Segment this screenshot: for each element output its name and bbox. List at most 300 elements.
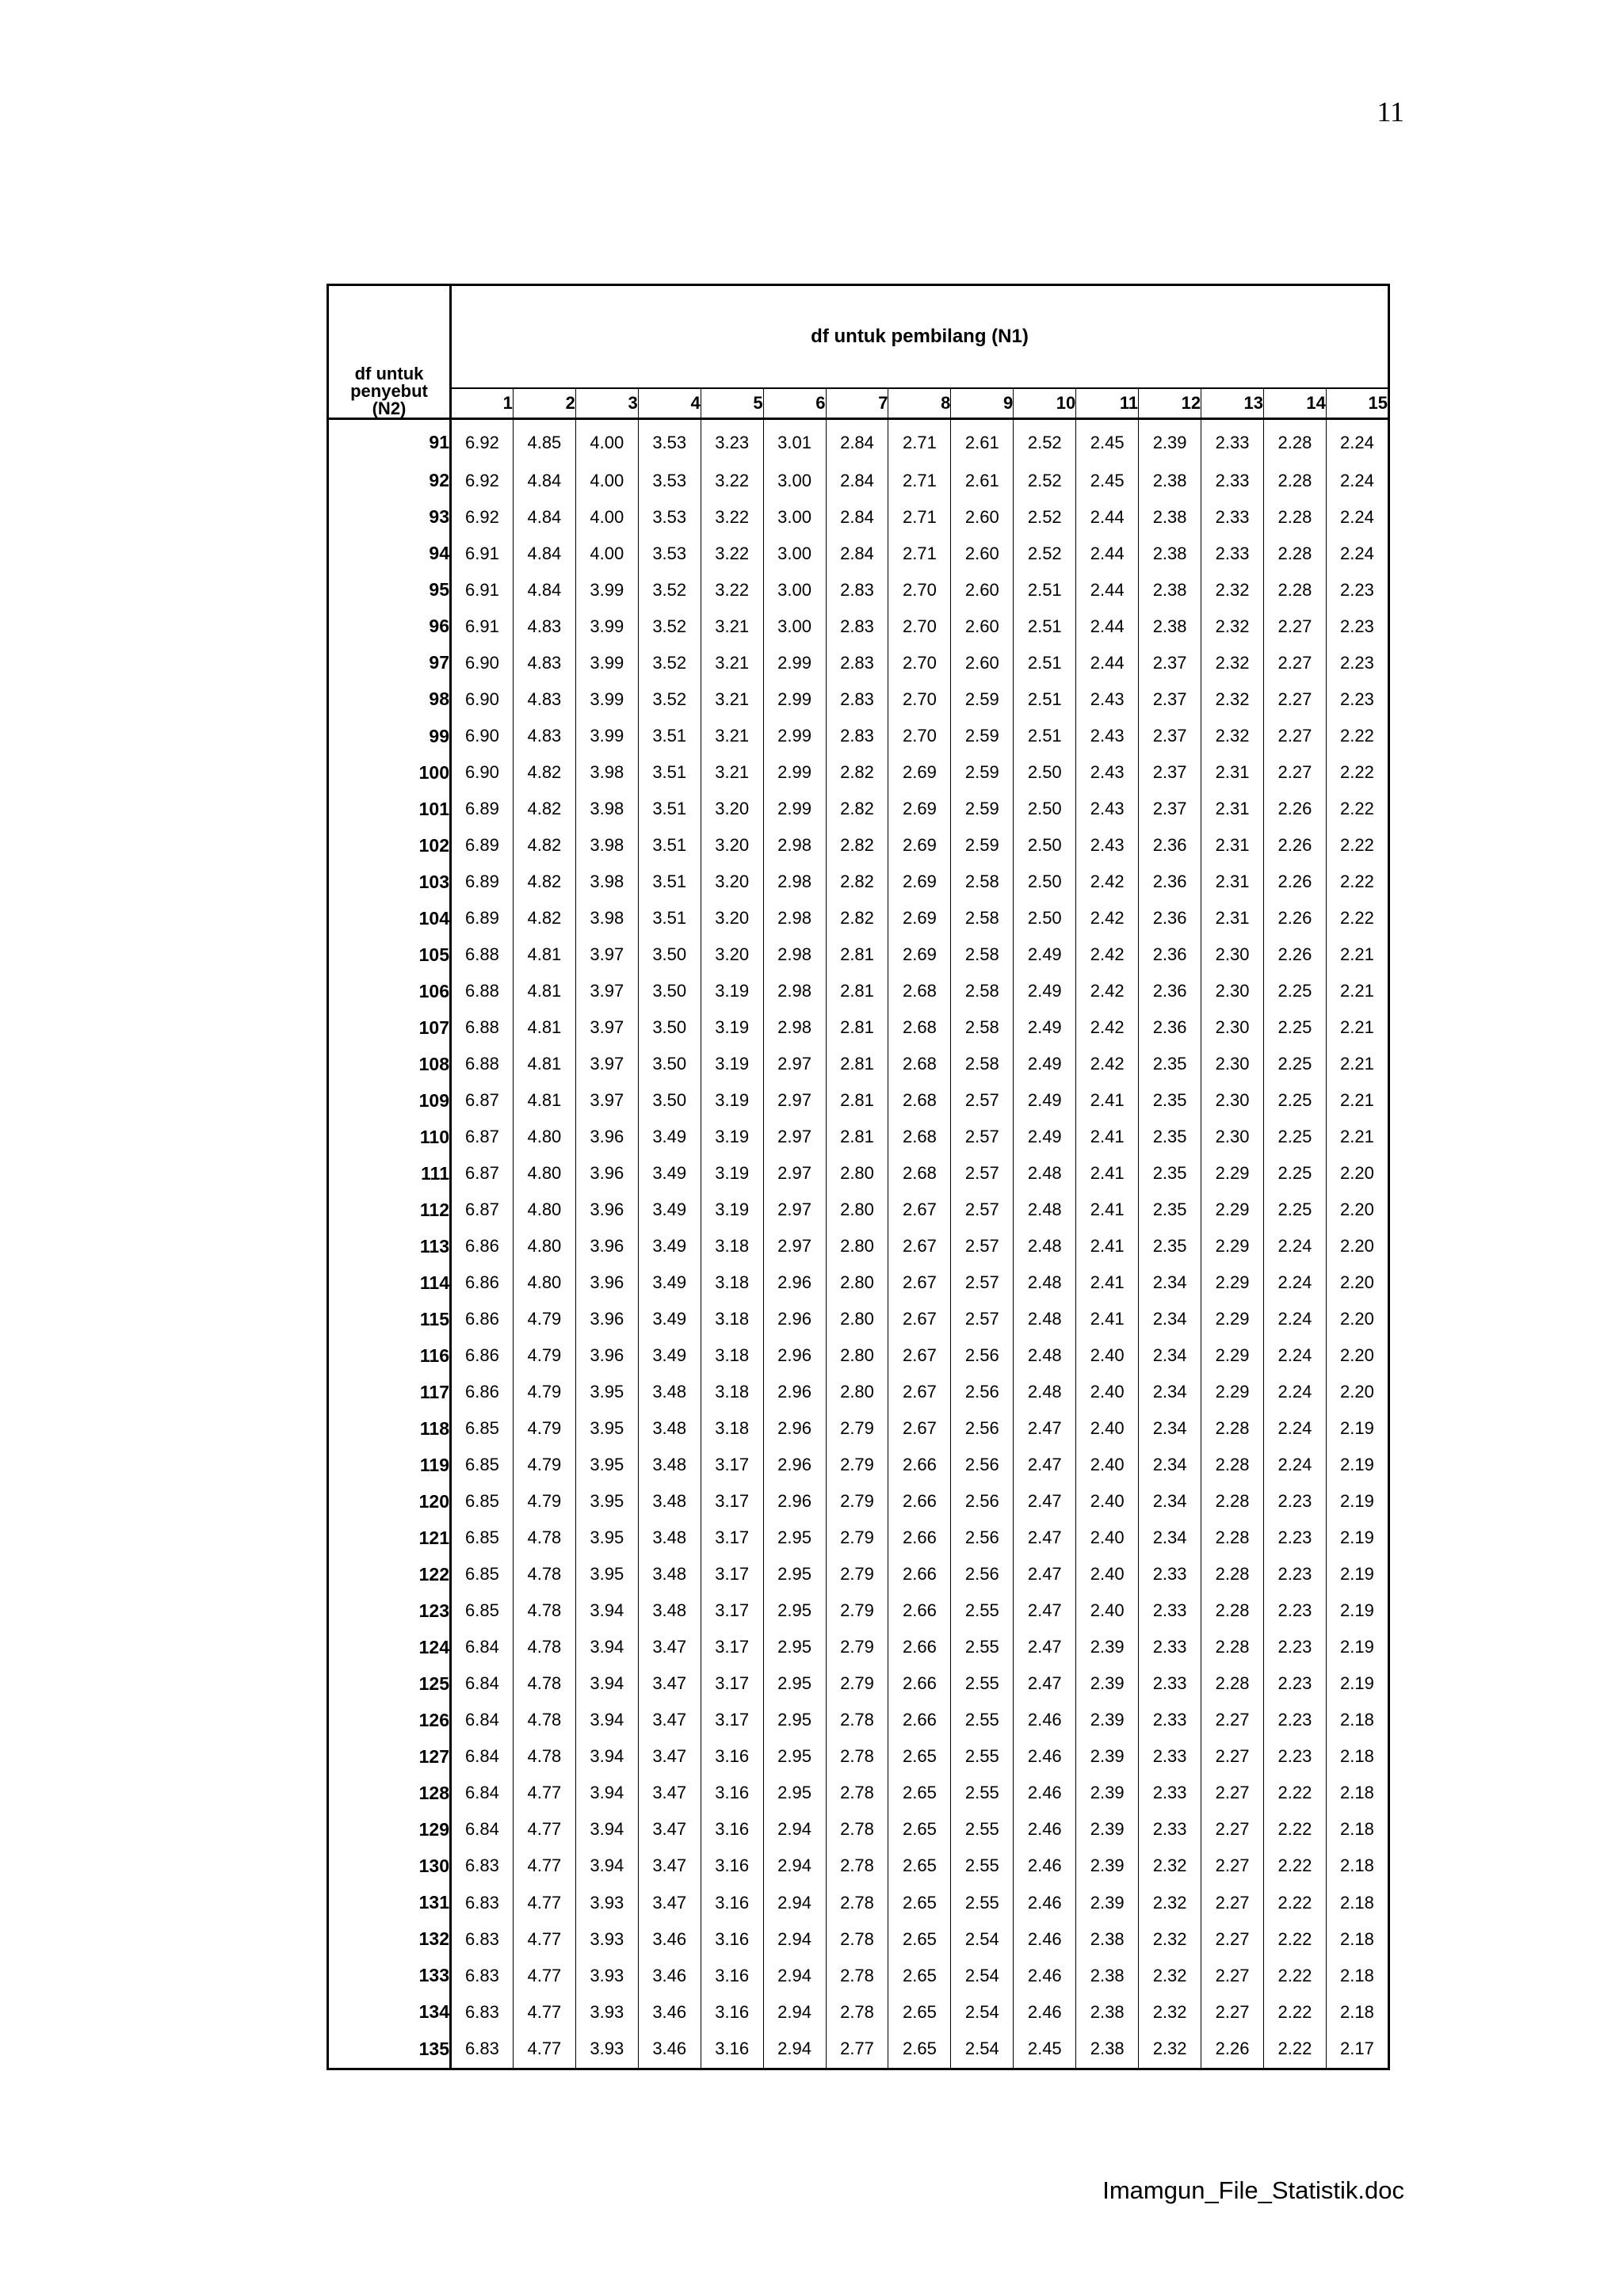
table-cell: 2.54 xyxy=(951,1994,1014,2031)
table-cell: 2.96 xyxy=(763,1301,826,1337)
table-cell: 6.85 xyxy=(465,1455,499,1475)
table-cell: 3.94 xyxy=(575,1592,638,1629)
table-cell: 2.55 xyxy=(951,1885,1014,1921)
table-cell: 2.81 xyxy=(826,1119,888,1155)
table-row xyxy=(328,608,1389,645)
table-cell: 2.39 xyxy=(1139,419,1201,463)
table-cell: 2.46 xyxy=(1014,1702,1076,1738)
table-cell: 2.33 xyxy=(1139,1629,1201,1665)
table-cell: 2.32 xyxy=(1201,718,1264,754)
table-cell: 3.50 xyxy=(638,936,701,973)
table-cell: 2.32 xyxy=(1201,645,1264,681)
table-cell: 3.96 xyxy=(575,1119,638,1155)
table-cell: 2.80 xyxy=(826,1228,888,1264)
table-cell: 2.22 xyxy=(1263,2031,1326,2069)
table-cell: 2.66 xyxy=(888,1592,951,1629)
table-cell: 2.20 xyxy=(1326,1228,1388,1264)
table-cell: 2.34 xyxy=(1139,1483,1201,1520)
table-cell: 2.58 xyxy=(951,900,1014,936)
table-cell: 2.33 xyxy=(1201,536,1264,572)
table-cell: 2.79 xyxy=(826,1520,888,1556)
table-cell: 4.84 xyxy=(513,463,575,499)
table-cell: 2.37 xyxy=(1139,645,1201,681)
table-cell: 2.42 xyxy=(1076,900,1139,936)
table-cell: 2.48 xyxy=(1014,1264,1076,1301)
table-cell: 2.46 xyxy=(1014,1848,1076,1884)
table-cell: 6.83 xyxy=(465,2039,499,2059)
table-cell: 2.31 xyxy=(1201,754,1264,791)
table-cell: 3.19 xyxy=(701,1155,763,1192)
table-cell: 2.94 xyxy=(763,1848,826,1884)
column-header: 5 xyxy=(701,388,763,419)
table-cell: 2.27 xyxy=(1263,608,1326,645)
table-cell: 2.41 xyxy=(1076,1228,1139,1264)
table-cell: 2.28 xyxy=(1263,499,1326,536)
table-cell: 3.51 xyxy=(638,900,701,936)
table-cell: 2.83 xyxy=(826,718,888,754)
table-cell: 2.34 xyxy=(1139,1301,1201,1337)
table-cell: 4.00 xyxy=(575,536,638,572)
table-cell: 2.81 xyxy=(826,1046,888,1082)
row-header-df: 110 xyxy=(328,1119,451,1155)
table-cell: 2.23 xyxy=(1263,1520,1326,1556)
table-cell: 2.49 xyxy=(1014,936,1076,973)
table-cell: 2.22 xyxy=(1263,1775,1326,1811)
table-cell: 2.33 xyxy=(1201,499,1264,536)
row-header-df: 129 xyxy=(328,1811,451,1848)
table-cell: 6.91 xyxy=(465,616,499,636)
table-cell: 2.56 xyxy=(951,1410,1014,1447)
column-header: 12 xyxy=(1139,388,1201,419)
table-cell: 2.21 xyxy=(1326,1119,1388,1155)
table-cell: 3.99 xyxy=(575,608,638,645)
table-cell: 2.18 xyxy=(1326,1702,1388,1738)
table-cell: 3.22 xyxy=(701,536,763,572)
table-cell: 2.98 xyxy=(763,936,826,973)
table-cell: 2.29 xyxy=(1201,1192,1264,1228)
table-cell: 4.84 xyxy=(513,499,575,536)
table-cell: 2.44 xyxy=(1076,572,1139,608)
table-cell: 2.44 xyxy=(1076,608,1139,645)
table-cell: 6.85 xyxy=(465,1527,499,1548)
table-cell: 2.25 xyxy=(1263,1009,1326,1046)
table-cell: 2.95 xyxy=(763,1556,826,1592)
table-cell: 2.23 xyxy=(1326,572,1388,608)
table-cell: 3.17 xyxy=(701,1520,763,1556)
table-cell: 2.57 xyxy=(951,1228,1014,1264)
table-cell: 2.36 xyxy=(1139,900,1201,936)
column-header: 4 xyxy=(638,388,701,419)
table-cell: 2.79 xyxy=(826,1592,888,1629)
table-cell: 4.81 xyxy=(513,1082,575,1119)
table-cell: 2.37 xyxy=(1139,681,1201,718)
table-cell: 4.80 xyxy=(513,1119,575,1155)
table-row xyxy=(328,1410,1389,1447)
footer-filename: Imamgun_File_Statistik.doc xyxy=(1102,2176,1404,2204)
table-cell: 2.41 xyxy=(1076,1264,1139,1301)
table-cell: 2.35 xyxy=(1139,1046,1201,1082)
table-cell: 3.23 xyxy=(701,419,763,463)
table-cell: 2.82 xyxy=(826,864,888,900)
table-cell: 4.82 xyxy=(513,900,575,936)
table-cell: 2.44 xyxy=(1076,536,1139,572)
table-cell: 2.27 xyxy=(1201,1775,1264,1811)
table-cell: 2.28 xyxy=(1263,463,1326,499)
table-cell: 2.78 xyxy=(826,1848,888,1884)
table-cell: 2.99 xyxy=(763,791,826,827)
table-cell: 2.21 xyxy=(1326,973,1388,1009)
table-cell: 2.17 xyxy=(1326,2031,1388,2069)
table-cell: 2.66 xyxy=(888,1665,951,1702)
table-cell: 3.50 xyxy=(638,1009,701,1046)
table-cell: 2.66 xyxy=(888,1556,951,1592)
table-cell: 3.16 xyxy=(701,1738,763,1775)
table-cell: 2.70 xyxy=(888,645,951,681)
row-header-df: 94 xyxy=(328,536,451,572)
table-cell: 4.84 xyxy=(513,572,575,608)
table-row xyxy=(328,1885,1389,1921)
table-cell: 3.48 xyxy=(638,1447,701,1483)
table-row xyxy=(328,1447,1389,1483)
row-header-df: 121 xyxy=(328,1520,451,1556)
table-cell: 3.16 xyxy=(701,1885,763,1921)
table-cell: 2.65 xyxy=(888,1848,951,1884)
table-cell: 2.79 xyxy=(826,1556,888,1592)
table-cell: 2.22 xyxy=(1263,1885,1326,1921)
table-cell: 2.34 xyxy=(1139,1374,1201,1410)
table-cell: 3.00 xyxy=(763,536,826,572)
table-cell: 2.40 xyxy=(1076,1520,1139,1556)
table-cell: 2.81 xyxy=(826,936,888,973)
row-header-df: 113 xyxy=(328,1228,451,1264)
table-cell: 2.55 xyxy=(951,1629,1014,1665)
table-cell: 2.20 xyxy=(1326,1264,1388,1301)
table-cell: 2.42 xyxy=(1076,1009,1139,1046)
table-cell: 6.89 xyxy=(465,908,499,929)
table-cell: 2.58 xyxy=(951,1046,1014,1082)
table-cell: 3.49 xyxy=(638,1228,701,1264)
table-cell: 3.47 xyxy=(638,1629,701,1665)
table-cell: 3.17 xyxy=(701,1556,763,1592)
table-cell: 3.95 xyxy=(575,1556,638,1592)
table-cell: 3.21 xyxy=(701,754,763,791)
table-cell: 2.60 xyxy=(951,608,1014,645)
table-cell: 2.25 xyxy=(1263,1192,1326,1228)
table-cell: 2.84 xyxy=(826,499,888,536)
table-cell: 3.19 xyxy=(701,1119,763,1155)
table-cell: 2.57 xyxy=(951,1155,1014,1192)
table-cell: 2.55 xyxy=(951,1811,1014,1848)
table-cell: 2.35 xyxy=(1139,1155,1201,1192)
column-header: 14 xyxy=(1263,388,1326,419)
table-cell: 2.33 xyxy=(1139,1702,1201,1738)
row-header-df: 120 xyxy=(328,1483,451,1520)
table-cell: 2.55 xyxy=(951,1702,1014,1738)
table-cell: 3.21 xyxy=(701,645,763,681)
table-cell: 2.94 xyxy=(763,1994,826,2031)
table-cell: 2.94 xyxy=(763,1811,826,1848)
table-cell: 2.27 xyxy=(1201,1702,1264,1738)
table-cell: 4.00 xyxy=(575,499,638,536)
table-cell: 2.39 xyxy=(1076,1885,1139,1921)
table-cell: 2.21 xyxy=(1326,936,1388,973)
table-cell: 2.79 xyxy=(826,1483,888,1520)
table-cell: 6.87 xyxy=(465,1090,499,1111)
table-cell: 4.79 xyxy=(513,1337,575,1374)
table-cell: 3.50 xyxy=(638,1046,701,1082)
table-cell: 2.83 xyxy=(826,645,888,681)
table-cell: 2.80 xyxy=(826,1301,888,1337)
table-row xyxy=(328,1374,1389,1410)
table-header-row-top xyxy=(328,285,1389,389)
table-cell: 2.79 xyxy=(826,1629,888,1665)
table-cell: 6.88 xyxy=(465,944,499,965)
table-cell: 3.97 xyxy=(575,1082,638,1119)
table-cell: 2.25 xyxy=(1263,1046,1326,1082)
table-cell: 3.19 xyxy=(701,1046,763,1082)
corner-header xyxy=(328,285,451,419)
row-header-df: 102 xyxy=(328,827,451,864)
table-cell: 4.78 xyxy=(513,1738,575,1775)
table-cell: 2.99 xyxy=(763,645,826,681)
table-cell: 2.24 xyxy=(1263,1337,1326,1374)
table-cell: 2.71 xyxy=(888,463,951,499)
row-header-df: 99 xyxy=(328,718,451,754)
table-row xyxy=(328,900,1389,936)
table-cell: 2.18 xyxy=(1326,1848,1388,1884)
table-cell: 3.48 xyxy=(638,1520,701,1556)
table-cell: 2.36 xyxy=(1139,936,1201,973)
column-header: 3 xyxy=(575,388,638,419)
table-cell: 2.35 xyxy=(1139,1192,1201,1228)
table-cell: 3.51 xyxy=(638,864,701,900)
table-cell: 2.68 xyxy=(888,1119,951,1155)
table-cell: 6.90 xyxy=(465,762,499,783)
table-cell: 2.47 xyxy=(1014,1556,1076,1592)
table-row xyxy=(328,1848,1389,1884)
row-header-df: 97 xyxy=(328,645,451,681)
table-cell: 2.32 xyxy=(1139,2031,1201,2069)
table-cell: 3.00 xyxy=(763,572,826,608)
table-cell: 2.82 xyxy=(826,827,888,864)
table-cell: 2.95 xyxy=(763,1702,826,1738)
table-cell: 4.78 xyxy=(513,1665,575,1702)
table-cell: 2.28 xyxy=(1263,572,1326,608)
table-cell: 2.78 xyxy=(826,1994,888,2031)
table-cell: 2.28 xyxy=(1263,419,1326,463)
table-row xyxy=(328,419,1389,463)
column-header-row xyxy=(328,388,1389,419)
table-cell: 2.60 xyxy=(951,536,1014,572)
table-cell: 2.61 xyxy=(951,463,1014,499)
table-cell: 2.96 xyxy=(763,1410,826,1447)
table-cell: 2.48 xyxy=(1014,1337,1076,1374)
table-cell: 3.22 xyxy=(701,572,763,608)
table-cell: 2.25 xyxy=(1263,1082,1326,1119)
table-cell: 2.84 xyxy=(826,463,888,499)
table-cell: 4.77 xyxy=(513,1994,575,2031)
table-cell: 2.79 xyxy=(826,1665,888,1702)
table-cell: 2.48 xyxy=(1014,1192,1076,1228)
table-cell: 2.23 xyxy=(1326,645,1388,681)
table-cell: 2.94 xyxy=(763,2031,826,2069)
table-cell: 2.48 xyxy=(1014,1301,1076,1337)
table-cell: 2.39 xyxy=(1076,1738,1139,1775)
table-cell: 6.86 xyxy=(465,1236,499,1257)
row-header-df: 119 xyxy=(328,1447,451,1483)
table-cell: 3.17 xyxy=(701,1702,763,1738)
table-cell: 2.34 xyxy=(1139,1337,1201,1374)
table-cell: 2.83 xyxy=(826,572,888,608)
table-row xyxy=(328,1665,1389,1702)
table-cell: 6.84 xyxy=(465,1819,499,1840)
table-cell: 3.97 xyxy=(575,1009,638,1046)
table-row xyxy=(328,2031,1389,2069)
table-cell: 2.36 xyxy=(1139,973,1201,1009)
row-header-df: 112 xyxy=(328,1192,451,1228)
table-cell: 2.56 xyxy=(951,1520,1014,1556)
table-row xyxy=(328,1958,1389,1994)
table-cell: 2.22 xyxy=(1263,1921,1326,1958)
table-cell: 2.47 xyxy=(1014,1629,1076,1665)
table-cell: 2.40 xyxy=(1076,1374,1139,1410)
table-cell: 6.90 xyxy=(465,688,499,709)
table-cell: 4.79 xyxy=(513,1301,575,1337)
table-cell: 3.19 xyxy=(701,973,763,1009)
table-cell: 2.65 xyxy=(888,1811,951,1848)
table-cell: 6.89 xyxy=(465,871,499,892)
table-row xyxy=(328,1994,1389,2031)
table-cell: 2.80 xyxy=(826,1337,888,1374)
table-cell: 2.55 xyxy=(951,1665,1014,1702)
table-cell: 2.39 xyxy=(1076,1702,1139,1738)
table-row xyxy=(328,754,1389,791)
table-cell: 2.57 xyxy=(951,1082,1014,1119)
table-cell: 2.18 xyxy=(1326,1958,1388,1994)
table-cell: 2.95 xyxy=(763,1592,826,1629)
table-cell: 2.47 xyxy=(1014,1447,1076,1483)
table-cell: 2.38 xyxy=(1139,572,1201,608)
table-cell: 2.99 xyxy=(763,718,826,754)
table-cell: 4.78 xyxy=(513,1556,575,1592)
table-cell: 2.49 xyxy=(1014,1082,1076,1119)
table-cell: 2.33 xyxy=(1201,463,1264,499)
table-cell: 2.24 xyxy=(1263,1228,1326,1264)
table-cell: 2.46 xyxy=(1014,1958,1076,1994)
table-cell: 3.18 xyxy=(701,1301,763,1337)
row-header-df: 132 xyxy=(328,1921,451,1958)
table-row xyxy=(328,1082,1389,1119)
table-cell: 3.20 xyxy=(701,827,763,864)
corner-header-line-1: df untuk xyxy=(354,364,424,383)
table-cell: 2.49 xyxy=(1014,1046,1076,1082)
table-cell: 2.19 xyxy=(1326,1520,1388,1556)
table-cell: 2.27 xyxy=(1201,1811,1264,1848)
row-header-df: 130 xyxy=(328,1848,451,1884)
table-cell: 4.80 xyxy=(513,1228,575,1264)
table-cell: 4.83 xyxy=(513,608,575,645)
table-cell: 2.94 xyxy=(763,1921,826,1958)
table-cell: 3.51 xyxy=(638,718,701,754)
table-cell: 2.32 xyxy=(1139,1994,1201,2031)
row-header-df: 114 xyxy=(328,1264,451,1301)
table-cell: 3.21 xyxy=(701,681,763,718)
table-cell: 2.67 xyxy=(888,1337,951,1374)
table-cell: 3.51 xyxy=(638,827,701,864)
table-cell: 2.56 xyxy=(951,1337,1014,1374)
table-cell: 3.17 xyxy=(701,1447,763,1483)
row-header-df: 103 xyxy=(328,864,451,900)
table-cell: 2.21 xyxy=(1326,1082,1388,1119)
table-cell: 4.81 xyxy=(513,936,575,973)
table-cell: 2.65 xyxy=(888,1958,951,1994)
table-cell: 2.31 xyxy=(1201,900,1264,936)
table-cell: 2.78 xyxy=(826,1885,888,1921)
table-cell: 2.38 xyxy=(1076,1921,1139,1958)
table-cell: 2.40 xyxy=(1076,1483,1139,1520)
table-cell: 2.59 xyxy=(951,827,1014,864)
table-cell: 2.38 xyxy=(1139,536,1201,572)
table-cell: 2.78 xyxy=(826,1702,888,1738)
table-cell: 3.98 xyxy=(575,827,638,864)
table-cell: 2.22 xyxy=(1263,1811,1326,1848)
table-cell: 3.17 xyxy=(701,1665,763,1702)
column-header: 15 xyxy=(1326,388,1388,419)
table-cell: 2.20 xyxy=(1326,1192,1388,1228)
table-cell: 2.81 xyxy=(826,973,888,1009)
table-cell: 2.78 xyxy=(826,1958,888,1994)
table-row xyxy=(328,1046,1389,1082)
table-cell: 4.79 xyxy=(513,1410,575,1447)
table-cell: 6.83 xyxy=(465,1928,499,1949)
table-cell: 3.18 xyxy=(701,1337,763,1374)
table-cell: 2.38 xyxy=(1139,608,1201,645)
table-cell: 6.83 xyxy=(465,1855,499,1876)
table-row xyxy=(328,936,1389,973)
table-cell: 2.66 xyxy=(888,1629,951,1665)
table-cell: 2.56 xyxy=(951,1374,1014,1410)
table-cell: 6.91 xyxy=(465,579,499,600)
table-cell: 3.95 xyxy=(575,1374,638,1410)
table-cell: 2.32 xyxy=(1201,608,1264,645)
table-cell: 2.60 xyxy=(951,645,1014,681)
table-cell: 2.69 xyxy=(888,864,951,900)
table-cell: 2.25 xyxy=(1263,1119,1326,1155)
table-cell: 2.82 xyxy=(826,791,888,827)
table-cell: 4.78 xyxy=(513,1702,575,1738)
table-row xyxy=(328,718,1389,754)
table-cell: 2.30 xyxy=(1201,973,1264,1009)
row-header-df: 115 xyxy=(328,1301,451,1337)
table-cell: 2.96 xyxy=(763,1374,826,1410)
table-row xyxy=(328,1264,1389,1301)
table-cell: 3.49 xyxy=(638,1301,701,1337)
table-cell: 6.84 xyxy=(465,1710,499,1730)
table-cell: 2.19 xyxy=(1326,1483,1388,1520)
table-cell: 3.49 xyxy=(638,1264,701,1301)
table-cell: 3.16 xyxy=(701,1848,763,1884)
table-cell: 2.95 xyxy=(763,1629,826,1665)
table-cell: 2.26 xyxy=(1263,827,1326,864)
table-cell: 3.97 xyxy=(575,1046,638,1082)
table-cell: 4.77 xyxy=(513,1885,575,1921)
table-cell: 2.66 xyxy=(888,1520,951,1556)
table-cell: 2.39 xyxy=(1076,1811,1139,1848)
table-cell: 2.68 xyxy=(888,973,951,1009)
table-cell: 3.49 xyxy=(638,1192,701,1228)
table-cell: 3.19 xyxy=(701,1192,763,1228)
table-cell: 2.80 xyxy=(826,1192,888,1228)
